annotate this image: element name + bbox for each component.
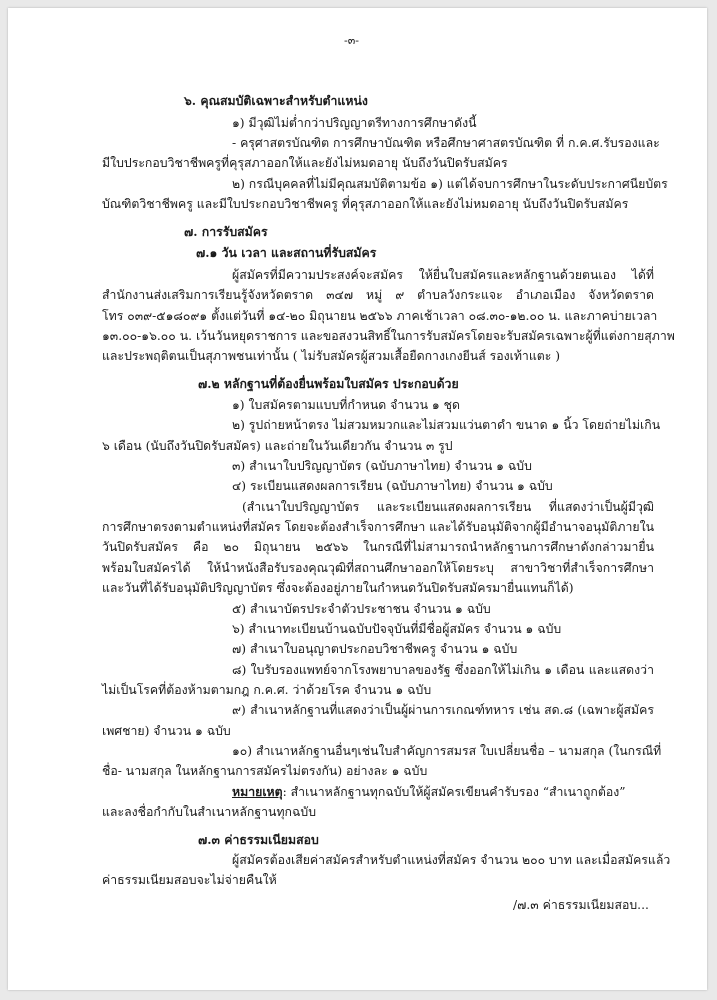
list-item: ๖ เดือน (นับถึงวันปิดรับสมัคร) และถ่ายในวันเดียวกัน จำนวน ๓ รูป	[102, 439, 453, 453]
list-item: ๔) ระเบียนแสดงผลการเรียน (ฉบับภาษาไทย) จำนวน ๑ ฉบับ	[232, 479, 553, 493]
list-item: ๗) สำเนาใบอนุญาตประกอบวิชาชีพครู จำนวน ๑ ฉบับ	[232, 642, 518, 656]
list-item: ๑) ใบสมัครตามแบบที่กำหนด จำนวน ๑ ชุด	[232, 398, 460, 412]
section-7-3-line: ผู้สมัครต้องเสียค่าสมัครสำหรับตำแหน่งที่สมัคร จำนวน ๒๐๐ บาท และเมื่อสมัครแล้ว	[232, 853, 671, 867]
list-item: เพศชาย) จำนวน ๑ ฉบับ	[102, 724, 231, 738]
list-item: ๑๐) สำเนาหลักฐานอื่นๆเช่นใบสำคัญการสมรส ใบเปลี่ยนชื่อ – นามสกุล (ในกรณีที่	[232, 744, 662, 758]
list-item: ๓) สำเนาใบปริญญาบัตร (ฉบับภาษาไทย) จำนวน ๑ ฉบับ	[232, 459, 532, 473]
list-item: ไม่เป็นโรคที่ต้องห้ามตามกฎ ก.ค.ศ. ว่าด้วยโรค จำนวน ๑ ฉบับ	[102, 683, 432, 697]
note-line: (สำเนาใบปริญญาบัตร และระเบียนแสดงผลการเรียน ที่แสดงว่าเป็นผู้มีวุฒิ	[242, 500, 654, 514]
list-item: ๖) สำเนาทะเบียนบ้านฉบับปัจจุบันที่มีชื่อผู้สมัคร จำนวน ๑ ฉบับ	[232, 622, 562, 636]
note-line: วันปิดรับสมัคร คือ ๒๐ มิถุนายน ๒๕๖๖ ในกรณีที่ไม่สามารถนำหลักฐานการศึกษาดังกล่าวมายื่น	[102, 540, 654, 554]
section-6-line: ๒) กรณีบุคคลที่ไม่มีคุณสมบัติตามข้อ ๑) แต่ได้จบการศึกษาในระดับประกาศนียบัตร	[232, 177, 668, 191]
section-6-title: ๖. คุณสมบัติเฉพาะสำหรับตำแหน่ง	[184, 93, 368, 108]
section-7-3-title: ๗.๓ ค่าธรรมเนียมสอบ	[198, 832, 319, 847]
section-7-1-line: สำนักงานส่งเสริมการเรียนรู้จังหวัดตราด ๓๔๗ หมู่ ๙ ตำบลวังกระแจะ อำเภอเมือง จังหวัดตราด	[102, 288, 654, 302]
note-line: และลงชื่อกำกับในสำเนาหลักฐานทุกฉบับ	[102, 805, 316, 819]
page-number: -๓-	[344, 34, 359, 47]
section-7-1-title: ๗.๑ วัน เวลา และสถานที่รับสมัคร	[196, 245, 377, 260]
list-item: ๒) รูปถ่ายหน้าตรง ไม่สวมหมวกและไม่สวมแว่นตาดำ ขนาด ๑ นิ้ว โดยถ่ายไม่เกิน	[232, 418, 661, 432]
section-7-1-line: โทร ๐๓๙-๕๑๘๐๙๑ ตั้งแต่วันที่ ๑๔-๒๐ มิถุนายน ๒๕๖๖ ภาคเช้าเวลา ๐๘.๓๐-๑๒.๐๐ น. และภาคบ่ายเวลา	[102, 309, 658, 323]
note-line: และวันที่ได้รับอนุมัติปริญญาบัตร ซึ่งจะต้องอยู่ภายในกำหนดวันปิดรับสมัครมายื่นแทนก็ได้)	[102, 581, 574, 595]
section-7-1-line: ๑๓.๐๐-๑๖.๐๐ น. เว้นวันหยุดราชการ และขอสงวนสิทธิ์ในการรับสมัครโดยจะรับสมัครเฉพาะผู้ที่แต่งกายสุภาพ	[102, 329, 675, 343]
note-label: หมายเหตุ	[232, 784, 283, 799]
section-7-1-line: และประพฤติตนเป็นสุภาพชนเท่านั้น ( ไม่รับสมัครผู้สวมเสื้อยืดกางเกงยีนส์ รองเท้าแตะ )	[102, 349, 561, 363]
footer-continuation: /๗.๓ ค่าธรรมเนียมสอบ...	[513, 898, 649, 912]
note-line: การศึกษาตรงตามตำแหน่งที่สมัคร โดยจะต้องสำเร็จการศึกษา และได้รับอนุมัติจากผู้มีอำนาจอนุมัติภายใน	[102, 520, 654, 534]
list-item: ๘) ใบรับรองแพทย์จากโรงพยาบาลของรัฐ ซึ่งออกให้ไม่เกิน ๑ เดือน และแสดงว่า	[232, 663, 654, 677]
section-7-title: ๗. การรับสมัคร	[184, 224, 268, 239]
section-6-line: มีใบประกอบวิชาชีพครูที่คุรุสภาออกให้และยังไม่หมดอายุ นับถึงวันปิดรับสมัคร	[102, 156, 508, 170]
section-6-line: บัณฑิตวิชาชีพครู และมีใบประกอบวิชาชีพครู ที่คุรุสภาออกให้และยังไม่หมดอายุ นับถึงวันปิดรับสมัคร	[102, 197, 629, 211]
note-text: : สำเนาหลักฐานทุกฉบับให้ผู้สมัครเขียนคำรับรอง “สำเนาถูกต้อง”	[282, 785, 626, 799]
note-remark	[232, 784, 626, 800]
section-6-line: - ครุศาสตรบัณฑิต การศึกษาบัณฑิต หรือศึกษาศาสตรบัณฑิต ที่ ก.ค.ศ.รับรองและ	[232, 136, 660, 150]
list-item: ๙) สำเนาหลักฐานที่แสดงว่าเป็นผู้ผ่านการเกณฑ์ทหาร เช่น สด.๘ (เฉพาะผู้สมัคร	[232, 703, 654, 717]
section-7-3-line: ค่าธรรมเนียมสอบจะไม่จ่ายคืนให้	[102, 873, 277, 887]
section-6-line: ๑) มีวุฒิไม่ต่ำกว่าปริญญาตรีทางการศึกษาดังนี้	[232, 116, 477, 130]
list-item: ชื่อ- นามสกุล ในหลักฐานการสมัครไม่ตรงกัน) อย่างละ ๑ ฉบับ	[102, 764, 428, 778]
section-7-1-line: ผู้สมัครที่มีความประสงค์จะสมัคร ให้ยื่นใบสมัครและหลักฐานด้วยตนเอง ได้ที่	[232, 268, 654, 282]
list-item: ๕) สำเนาบัตรประจำตัวประชาชน จำนวน ๑ ฉบับ	[232, 602, 491, 616]
note-line: พร้อมใบสมัครได้ ให้นำหนังสือรับรองคุณวุฒิที่สถานศึกษาออกให้โดยระบุ สาขาวิชาที่สำเร็จการศึกษา	[102, 561, 654, 575]
document-page	[8, 8, 707, 990]
section-7-2-title: ๗.๒ หลักฐานที่ต้องยื่นพร้อมใบสมัคร ประกอบด้วย	[198, 376, 459, 391]
